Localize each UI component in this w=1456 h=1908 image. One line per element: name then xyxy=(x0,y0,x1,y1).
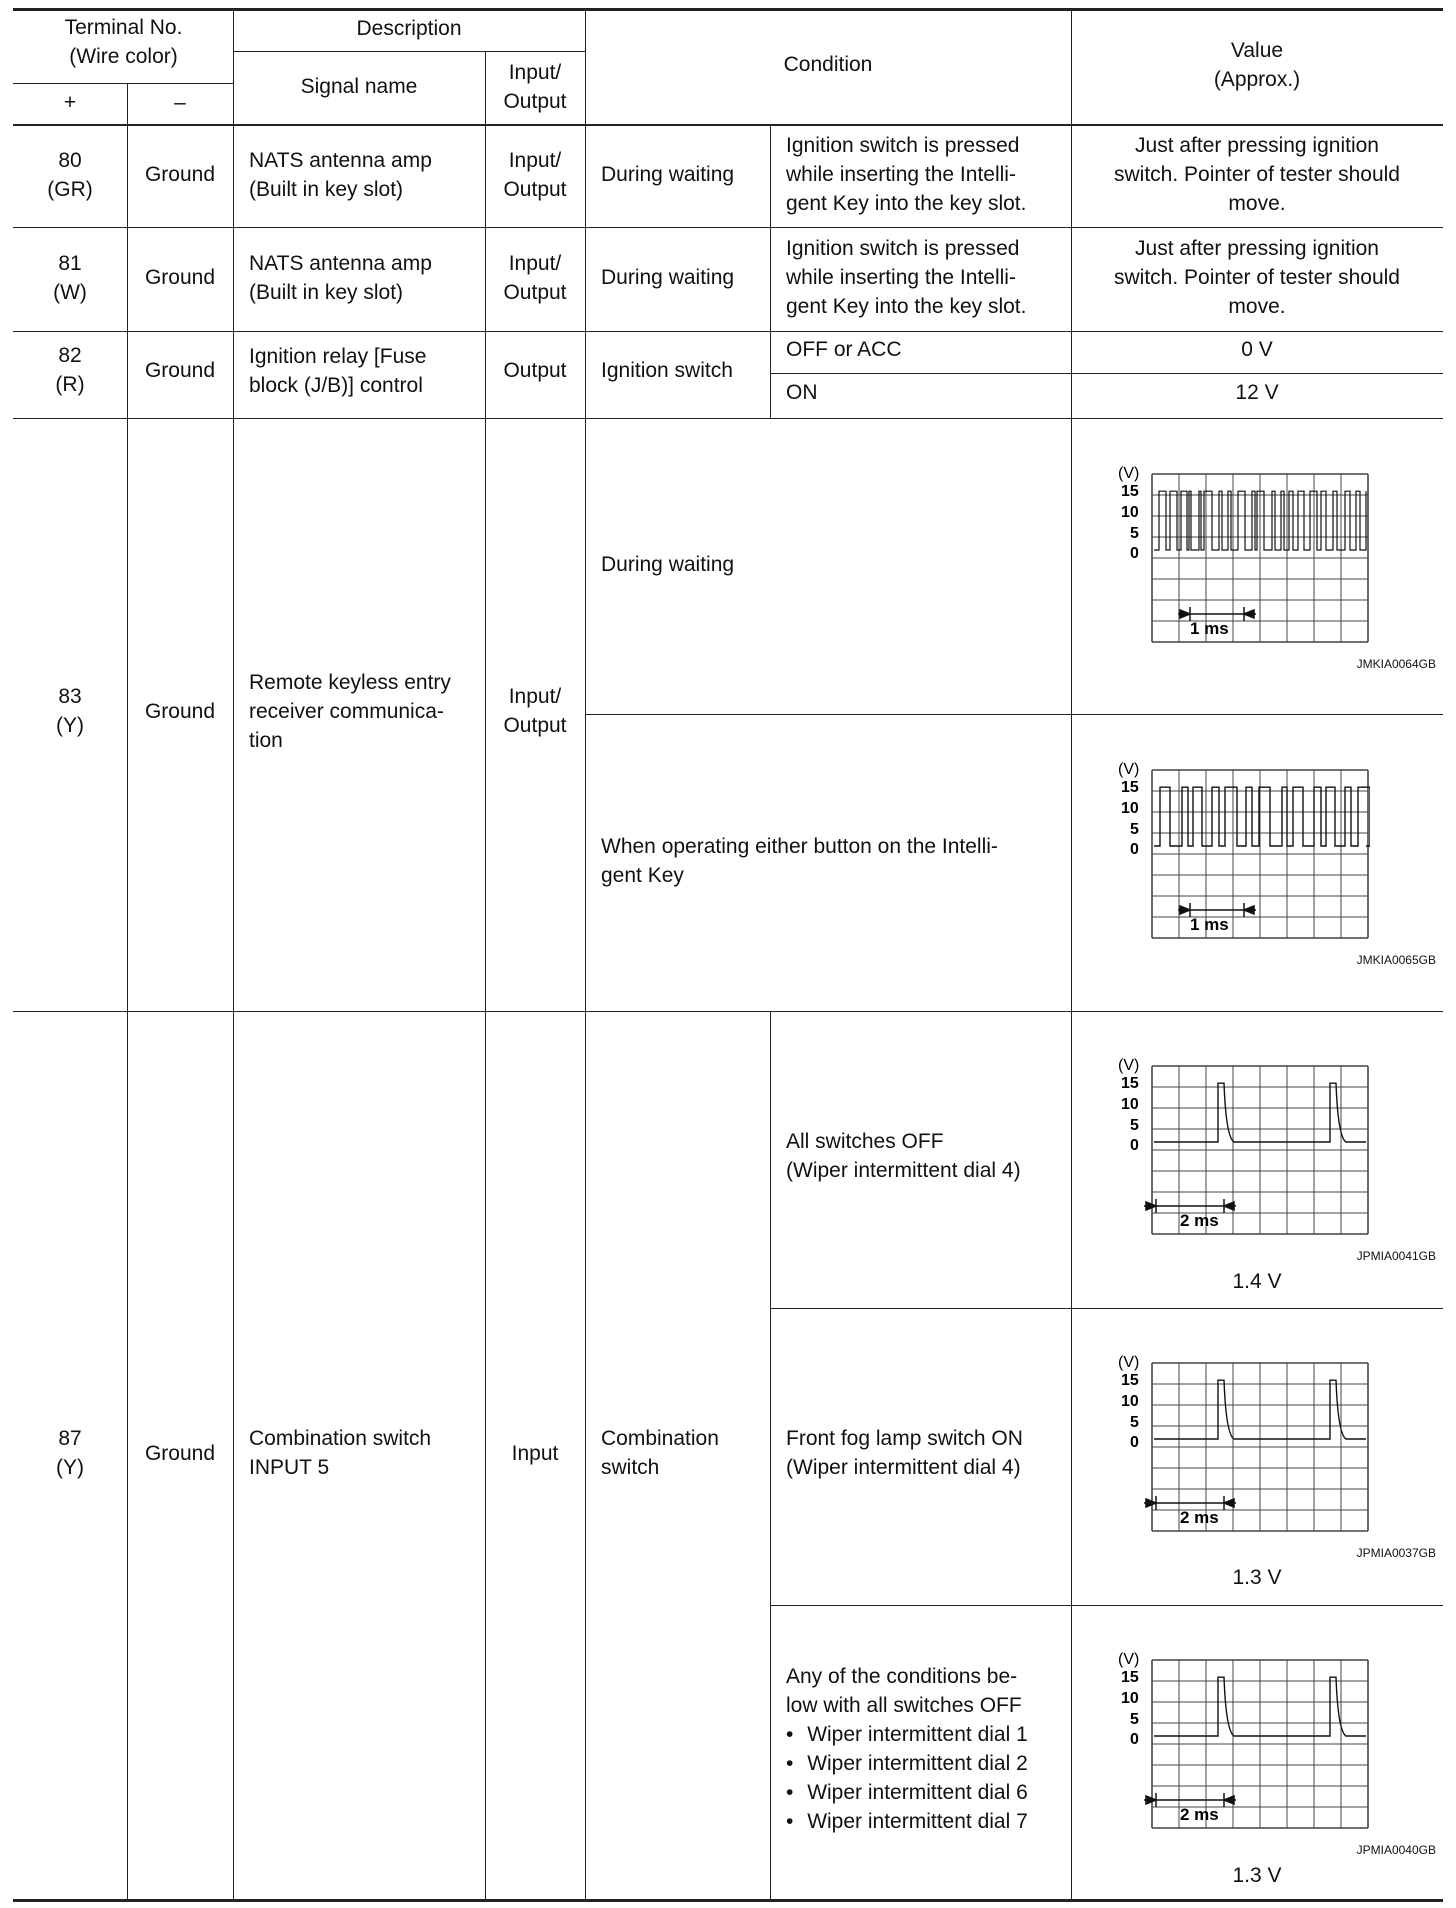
value-87-dial: 1.3 V xyxy=(1232,1864,1282,1887)
bullet-item: • Wiper intermittent dial 2 xyxy=(786,1752,1028,1775)
time-scale-arrowhead xyxy=(1146,1202,1156,1210)
rule xyxy=(13,83,234,84)
scope-y0: 0 xyxy=(1130,545,1139,562)
value-82-off: 0 V xyxy=(1241,338,1273,361)
scope-waveform-83-operating xyxy=(1110,754,1370,954)
header-input-output: Input/ Output xyxy=(503,61,567,113)
subcondition-87-dial: Any of the conditions be- low with all switches OFF xyxy=(786,1665,1022,1717)
ground-82: Ground xyxy=(144,359,216,382)
header-bottom-rule xyxy=(13,124,1443,126)
signal-87: Combination switch INPUT 5 xyxy=(249,1427,432,1479)
scope-y15: 15 xyxy=(1121,1669,1139,1686)
scope-grid xyxy=(1152,1066,1368,1234)
scope-waveform-87-all-off xyxy=(1110,1050,1370,1250)
scope-y15: 15 xyxy=(1121,779,1139,796)
scope-y15: 15 xyxy=(1121,483,1139,500)
scope-y5: 5 xyxy=(1130,1711,1139,1728)
rule xyxy=(13,227,1443,228)
subcondition-80: Ignition switch is pressed while inserting the Intelli- gent Key into the key slot. xyxy=(786,134,1027,215)
waveform-trace xyxy=(1154,787,1370,846)
rule xyxy=(770,373,1443,374)
scope-time-label: 2 ms xyxy=(1180,1211,1219,1230)
signal-83: Remote keyless entry receiver communica- tion xyxy=(249,671,451,752)
rule xyxy=(585,8,586,1900)
signal-80: NATS antenna amp (Built in key slot) xyxy=(249,149,432,201)
time-scale-arrowhead xyxy=(1146,1499,1156,1507)
ground-87: Ground xyxy=(144,1442,216,1465)
scope-unit-label: (V) xyxy=(1118,761,1140,778)
scope-y15: 15 xyxy=(1121,1075,1139,1092)
scope-y0: 0 xyxy=(1130,1731,1139,1748)
ground-83: Ground xyxy=(144,700,216,723)
figure-code-83-2: JMKIA0065GB xyxy=(1356,953,1436,967)
time-scale-arrowhead xyxy=(1180,906,1190,914)
scope-unit-label: (V) xyxy=(1118,1057,1140,1074)
scope-time-label: 2 ms xyxy=(1180,1805,1219,1824)
scope-grid xyxy=(1152,1660,1368,1828)
scope-y5: 5 xyxy=(1130,1414,1139,1431)
figure-code-87-1: JPMIA0041GB xyxy=(1356,1249,1436,1263)
rule xyxy=(485,51,486,1900)
scope-y5: 5 xyxy=(1130,1117,1139,1134)
header-plus: + xyxy=(63,91,77,114)
scope-time-label: 2 ms xyxy=(1180,1508,1219,1527)
rule xyxy=(770,1011,771,1900)
condition-83-waiting: During waiting xyxy=(601,553,735,576)
value-81: Just after pressing ignition switch. Pointer of tester should move. xyxy=(1114,237,1400,318)
rule xyxy=(770,1605,1443,1606)
scope-y10: 10 xyxy=(1121,1393,1139,1410)
time-scale-arrowhead xyxy=(1224,1202,1234,1210)
scope-y5: 5 xyxy=(1130,821,1139,838)
io-87: Input xyxy=(511,1442,559,1465)
scope-unit-label: (V) xyxy=(1118,1651,1140,1668)
condition-83-operating: When operating either button on the Intelli- gent Key xyxy=(601,835,998,887)
header-description: Description xyxy=(356,17,462,40)
rule xyxy=(770,124,771,418)
subcondition-87-all-off: All switches OFF (Wiper intermittent dial 4) xyxy=(786,1130,1021,1182)
time-scale-arrowhead xyxy=(1146,1796,1156,1804)
subcondition-81: Ignition switch is pressed while inserting the Intelli- gent Key into the key slot. xyxy=(786,237,1027,318)
scope-y0: 0 xyxy=(1130,1434,1139,1451)
scope-waveform-87-fog-on xyxy=(1110,1347,1370,1547)
io-83: Input/ Output xyxy=(503,685,567,737)
header-signal-name: Signal name xyxy=(300,75,418,98)
subcondition-82-on: ON xyxy=(786,381,818,404)
io-80: Input/ Output xyxy=(503,149,567,201)
scope-y5: 5 xyxy=(1130,525,1139,542)
condition-81: During waiting xyxy=(601,266,735,289)
ground-80: Ground xyxy=(144,163,216,186)
signal-81: NATS antenna amp (Built in key slot) xyxy=(249,252,432,304)
time-scale-arrowhead xyxy=(1224,1499,1234,1507)
condition-80: During waiting xyxy=(601,163,735,186)
scope-grid xyxy=(1152,1363,1368,1531)
figure-code-87-2: JPMIA0037GB xyxy=(1356,1546,1436,1560)
condition-82: Ignition switch xyxy=(601,359,733,382)
rule xyxy=(13,418,1443,419)
figure-code-83-1: JMKIA0064GB xyxy=(1356,657,1436,671)
scope-unit-label: (V) xyxy=(1118,465,1140,482)
rule xyxy=(770,1308,1443,1309)
rule xyxy=(585,714,1443,715)
time-scale-arrowhead xyxy=(1244,906,1254,914)
scope-unit-label: (V) xyxy=(1118,1354,1140,1371)
scope-y10: 10 xyxy=(1121,1690,1139,1707)
table-bottom-rule xyxy=(13,1899,1443,1902)
header-minus: – xyxy=(174,91,186,114)
io-82: Output xyxy=(503,359,567,382)
scope-time-label: 1 ms xyxy=(1190,619,1229,638)
bullet-item: • Wiper intermittent dial 1 xyxy=(786,1723,1028,1746)
terminal-82: 82 (R) xyxy=(55,344,85,396)
bullet-item: • Wiper intermittent dial 6 xyxy=(786,1781,1028,1804)
scope-y0: 0 xyxy=(1130,841,1139,858)
rule xyxy=(13,331,1443,332)
terminal-80: 80 (GR) xyxy=(47,149,93,201)
time-scale-arrowhead xyxy=(1180,610,1190,618)
ground-81: Ground xyxy=(144,266,216,289)
figure-code-87-3: JPMIA0040GB xyxy=(1356,1843,1436,1857)
value-80: Just after pressing ignition switch. Pointer of tester should move. xyxy=(1114,134,1400,215)
table-top-rule xyxy=(13,8,1443,11)
scope-waveform-87-dial xyxy=(1110,1644,1370,1844)
terminal-83: 83 (Y) xyxy=(56,685,84,737)
terminal-87: 87 (Y) xyxy=(56,1427,84,1479)
terminal-81: 81 (W) xyxy=(53,252,87,304)
rule xyxy=(233,51,585,52)
scope-y15: 15 xyxy=(1121,1372,1139,1389)
header-terminal-no: Terminal No. (Wire color) xyxy=(64,16,183,68)
signal-82: Ignition relay [Fuse block (J/B)] control xyxy=(249,345,427,397)
subcondition-87-fog-on: Front fog lamp switch ON (Wiper intermittent dial 4) xyxy=(786,1427,1023,1479)
rule xyxy=(13,1011,1443,1012)
value-82-on: 12 V xyxy=(1235,381,1279,404)
scope-y10: 10 xyxy=(1121,800,1139,817)
rule xyxy=(233,8,234,1900)
time-scale-arrowhead xyxy=(1224,1796,1234,1804)
value-87-fog-on: 1.3 V xyxy=(1232,1566,1282,1589)
scope-y10: 10 xyxy=(1121,504,1139,521)
header-value: Value (Approx.) xyxy=(1213,39,1301,91)
header-condition: Condition xyxy=(783,53,873,76)
scope-y10: 10 xyxy=(1121,1096,1139,1113)
value-87-all-off: 1.4 V xyxy=(1232,1270,1282,1293)
scope-waveform-83-waiting xyxy=(1110,458,1370,658)
bullet-item: • Wiper intermittent dial 7 xyxy=(786,1810,1028,1833)
condition-87: Combination switch xyxy=(601,1427,719,1479)
scope-y0: 0 xyxy=(1130,1137,1139,1154)
time-scale-arrowhead xyxy=(1244,610,1254,618)
scope-time-label: 1 ms xyxy=(1190,915,1229,934)
subcondition-82-off: OFF or ACC xyxy=(786,338,902,361)
io-81: Input/ Output xyxy=(503,252,567,304)
